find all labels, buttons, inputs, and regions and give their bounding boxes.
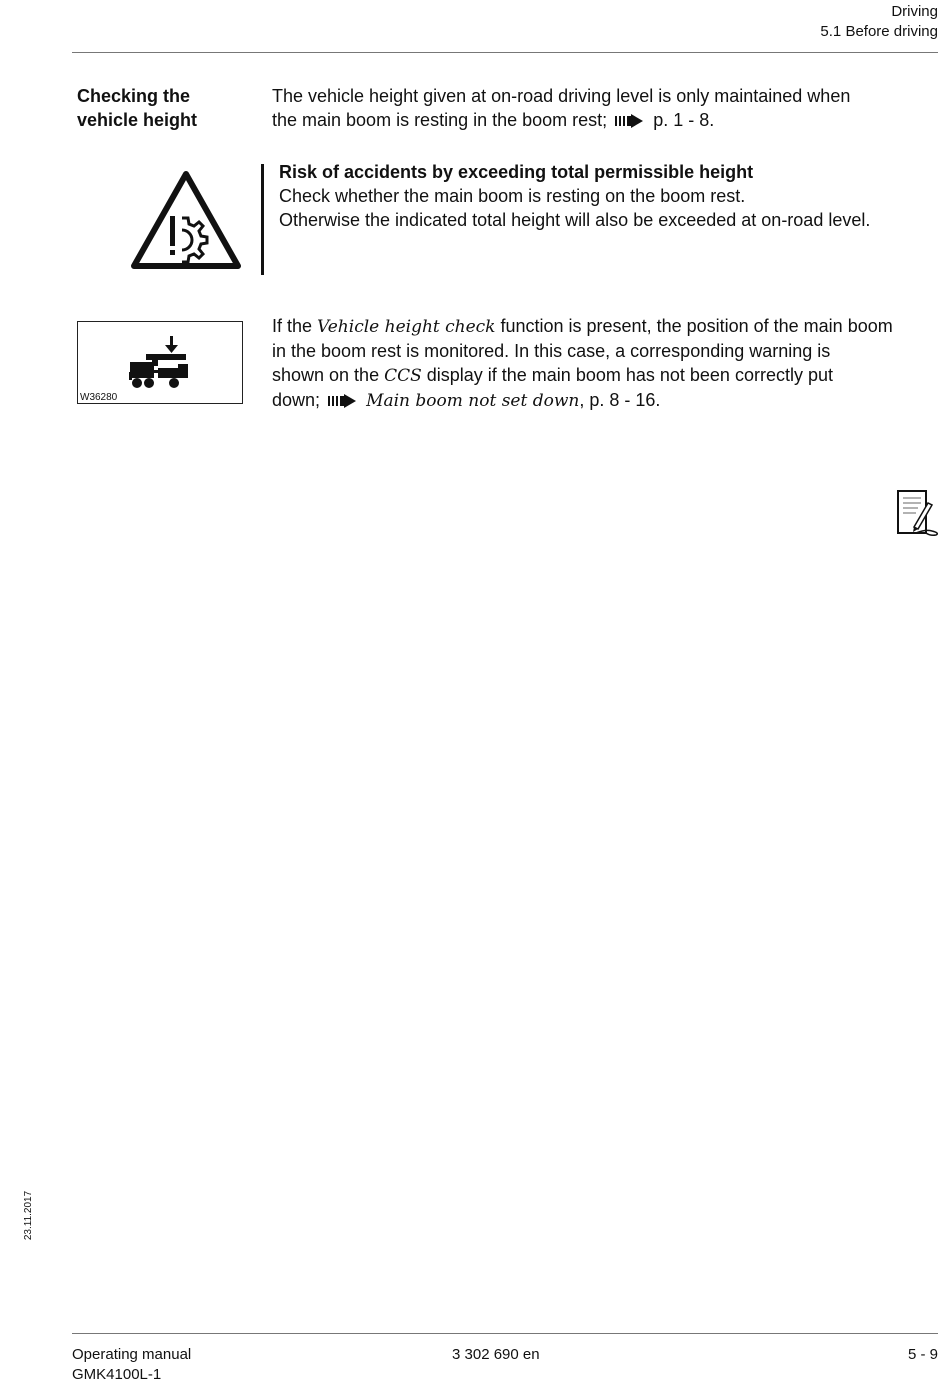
section-title-line2: vehicle height xyxy=(77,110,198,130)
footer-docnum: 3 302 690 en xyxy=(452,1346,540,1363)
para-line4: down; Main boom not set down, p. 8 - 16. xyxy=(272,388,942,414)
footer-left xyxy=(72,1345,191,1385)
section-title xyxy=(77,84,257,132)
warning-line1: Check whether the main boom is resting on the boom rest. xyxy=(279,186,746,206)
warning-title: Risk of accidents by exceeding total permissible height xyxy=(279,162,754,182)
header-chapter: Driving xyxy=(891,3,938,20)
warning-line2: Otherwise the indicated total height will also be exceeded at on-road level. xyxy=(279,210,871,230)
reference-arrow-icon xyxy=(615,110,645,134)
warning-text xyxy=(279,160,949,232)
intro-line2: the main boom is resting in the boom rest; p. 1 - 8. xyxy=(272,108,942,134)
footer-manual: Operating manual xyxy=(72,1346,192,1363)
section-title-line1: Checking the xyxy=(77,86,191,106)
warning-triangle-gear-icon xyxy=(128,168,244,277)
para-line3: shown on the CCS display if the main boom has not been correctly put xyxy=(272,365,833,386)
footer-page: 5 - 9 xyxy=(907,1346,938,1363)
ccs-ref: CCS xyxy=(384,366,422,386)
intro-page-ref[interactable]: p. 1 - 8. xyxy=(653,110,715,130)
header-section: 5.1 Before driving xyxy=(820,23,938,40)
note-pencil-icon xyxy=(896,489,942,542)
header-rule xyxy=(72,52,938,53)
menu-ref-vehicle-height-check: Vehicle height check xyxy=(317,317,496,337)
intro-paragraph xyxy=(272,84,942,134)
figure-label: W36280 xyxy=(80,392,118,403)
date-stamp: 23.11.2017 xyxy=(23,1190,35,1241)
footer-model: GMK4100L-1 xyxy=(72,1366,162,1383)
crane-vehicle-height-icon xyxy=(128,336,190,395)
para-line1: If the Vehicle height check function is present, the position of the main boom xyxy=(272,316,893,337)
main-boom-ref-link[interactable]: Main boom not set down xyxy=(366,391,580,411)
para-line2: in the boom rest is monitored. In this case, a corresponding warning is xyxy=(272,341,831,361)
footer-rule xyxy=(72,1333,938,1334)
header xyxy=(820,2,938,42)
reference-arrow-icon xyxy=(328,390,358,414)
intro-line1: The vehicle height given at on-road driving level is only maintained when xyxy=(272,86,851,106)
warning-bar xyxy=(261,164,264,275)
main-paragraph xyxy=(272,314,942,414)
